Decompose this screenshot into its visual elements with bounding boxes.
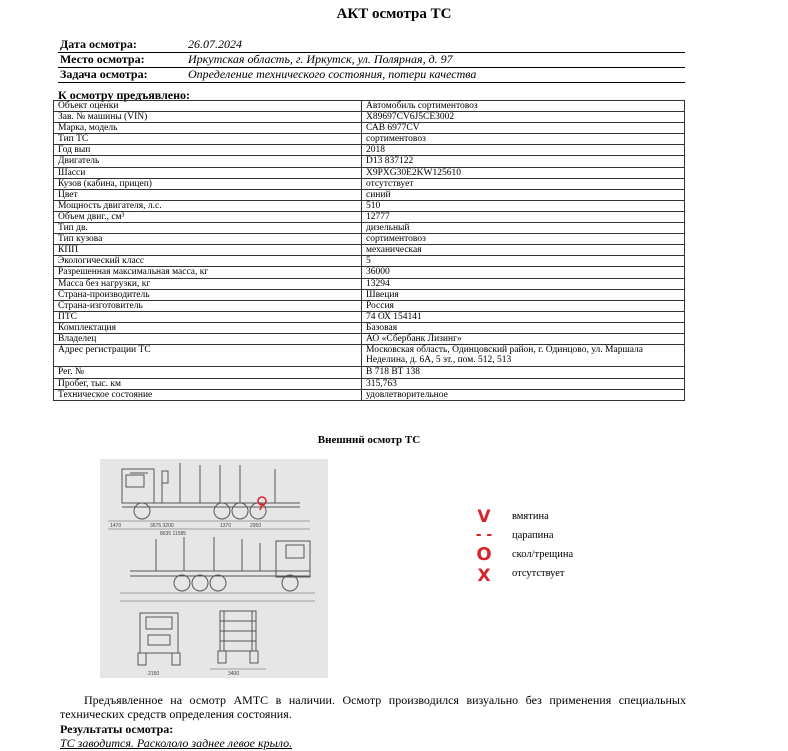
property-value: синий — [362, 189, 685, 200]
property-value: АО «Сбербанк Лизинг» — [362, 333, 685, 344]
property-key: КПП — [54, 245, 362, 256]
property-value: 74 ОХ 154141 — [362, 311, 685, 322]
results-text: ТС заводится. Раскололо заднее левое крыло. — [60, 736, 293, 750]
document-title: АКТ осмотра ТС — [336, 6, 452, 22]
property-key: Пробег, тыс. км — [54, 378, 362, 389]
property-key: Владелец — [54, 333, 362, 344]
scratch-symbol-icon: - - — [475, 527, 493, 543]
property-value: Автомобиль сортиментовоз — [362, 101, 685, 112]
property-key: Разрешенная максимальная масса, кг — [54, 267, 362, 278]
property-row — [54, 267, 685, 278]
inspection-task-row — [58, 66, 685, 83]
property-value: X89697CV6J5CE3002 — [362, 112, 685, 123]
property-key: Страна-изготовитель — [54, 300, 362, 311]
dim-label: 1370 — [220, 523, 232, 529]
inspection-date-value: 26.07.2024 — [188, 37, 242, 51]
inspection-place-value: Иркутская область, г. Иркутск, ул. Полярная, д. 97 — [188, 52, 453, 66]
property-value: Московская область, Одинцовский район, г. Одинцово, ул. Маршала Неделина, д. 6А, 5 эт., пом. 512, 513 — [362, 345, 685, 367]
property-row — [54, 123, 685, 134]
inspection-place-label: Место осмотра: — [60, 52, 145, 66]
results-heading: Результаты осмотра: — [60, 722, 174, 736]
property-key: ПТС — [54, 311, 362, 322]
property-row — [54, 223, 685, 234]
property-row — [54, 167, 685, 178]
dim-label: 3675 3200 — [150, 523, 174, 529]
property-row — [54, 300, 685, 311]
property-key: Комплектация — [54, 322, 362, 333]
dim-label: 8635 11585 — [160, 531, 187, 537]
property-key: Год вып — [54, 145, 362, 156]
property-key: Тип ТС — [54, 134, 362, 145]
property-value: 510 — [362, 200, 685, 211]
property-key: Экологический класс — [54, 256, 362, 267]
vehicle-diagram — [100, 459, 328, 678]
property-row — [54, 333, 685, 344]
property-value: удовлетворительное — [362, 389, 685, 400]
legend-scratch-label: царапина — [512, 530, 554, 541]
property-value: 315,763 — [362, 378, 685, 389]
missing-symbol-icon: X — [477, 566, 491, 586]
property-value: 36000 — [362, 267, 685, 278]
property-value: сортиментовоз — [362, 134, 685, 145]
property-row — [54, 345, 685, 367]
property-value: Базовая — [362, 322, 685, 333]
property-row — [54, 289, 685, 300]
property-value: 2018 — [362, 145, 685, 156]
property-value: Россия — [362, 300, 685, 311]
property-key: Масса без нагрузки, кг — [54, 278, 362, 289]
property-row — [54, 256, 685, 267]
property-value: Швеция — [362, 289, 685, 300]
property-row — [54, 145, 685, 156]
property-row — [54, 112, 685, 123]
property-row — [54, 234, 685, 245]
property-row — [54, 367, 685, 378]
property-value: 5 — [362, 256, 685, 267]
property-row — [54, 156, 685, 167]
property-value: отсутствует — [362, 178, 685, 189]
vehicle-diagram-drawing — [100, 459, 328, 678]
inspection-paragraph: Предъявленное на осмотр АМТС в наличии. Осмотр производился визуально без применения специальных технических средств определения состояния. — [60, 693, 686, 721]
property-key: Объем двиг., см³ — [54, 211, 362, 222]
dim-label: 1470 — [110, 523, 122, 529]
property-key: Техническое состояние — [54, 389, 362, 400]
inspection-task-label: Задача осмотра: — [60, 67, 148, 81]
dim-label: 2150 — [148, 671, 160, 677]
property-key: Страна-производитель — [54, 289, 362, 300]
property-key: Адрес регистрации ТС — [54, 345, 362, 367]
property-key: Объект оценки — [54, 101, 362, 112]
property-value: 12777 — [362, 211, 685, 222]
property-value: X9PXG30E2KW125610 — [362, 167, 685, 178]
dim-label: 2950 — [250, 523, 262, 529]
property-key: Рег. № — [54, 367, 362, 378]
property-value: САВ 6977CV — [362, 123, 685, 134]
property-key: Кузов (кабина, прицеп) — [54, 178, 362, 189]
property-row — [54, 389, 685, 400]
property-key: Двигатель — [54, 156, 362, 167]
dent-symbol-icon: V — [477, 507, 491, 527]
cab-left-side — [122, 469, 154, 503]
presented-heading: К осмотру предъявлено: — [58, 88, 191, 102]
property-value: 13294 — [362, 278, 685, 289]
property-row — [54, 211, 685, 222]
cab-right-side — [276, 541, 310, 577]
property-key: Марка, модель — [54, 123, 362, 134]
property-row — [54, 200, 685, 211]
property-key: Шасси — [54, 167, 362, 178]
property-value: D13 837122 — [362, 156, 685, 167]
legend-missing-label: отсутствует — [512, 568, 565, 579]
exterior-inspection-title: Внешний осмотр ТС — [317, 434, 421, 446]
property-key: Тип дв. — [54, 223, 362, 234]
property-value: сортиментовоз — [362, 234, 685, 245]
property-row — [54, 245, 685, 256]
vehicle-properties-table — [53, 100, 685, 401]
property-row — [54, 189, 685, 200]
property-row — [54, 322, 685, 333]
property-key: Тип кузова — [54, 234, 362, 245]
inspection-task-value: Определение технического состояния, потери качества — [188, 67, 477, 81]
property-row — [54, 378, 685, 389]
property-key: Зав. № машины (VIN) — [54, 112, 362, 123]
property-row — [54, 134, 685, 145]
property-row — [54, 311, 685, 322]
property-value: механическая — [362, 245, 685, 256]
property-key: Мощность двигателя, л.с. — [54, 200, 362, 211]
dim-label: 3400 — [228, 671, 240, 677]
legend-chip-label: скол/трещина — [512, 549, 574, 560]
property-row — [54, 278, 685, 289]
legend-dent-label: вмятина — [512, 511, 549, 522]
property-key: Цвет — [54, 189, 362, 200]
property-row — [54, 178, 685, 189]
property-value: дизельный — [362, 223, 685, 234]
inspection-date-label: Дата осмотра: — [60, 37, 137, 51]
property-value: В 718 ВТ 138 — [362, 367, 685, 378]
chip-crack-symbol-icon: O — [476, 544, 492, 565]
property-row — [54, 101, 685, 112]
